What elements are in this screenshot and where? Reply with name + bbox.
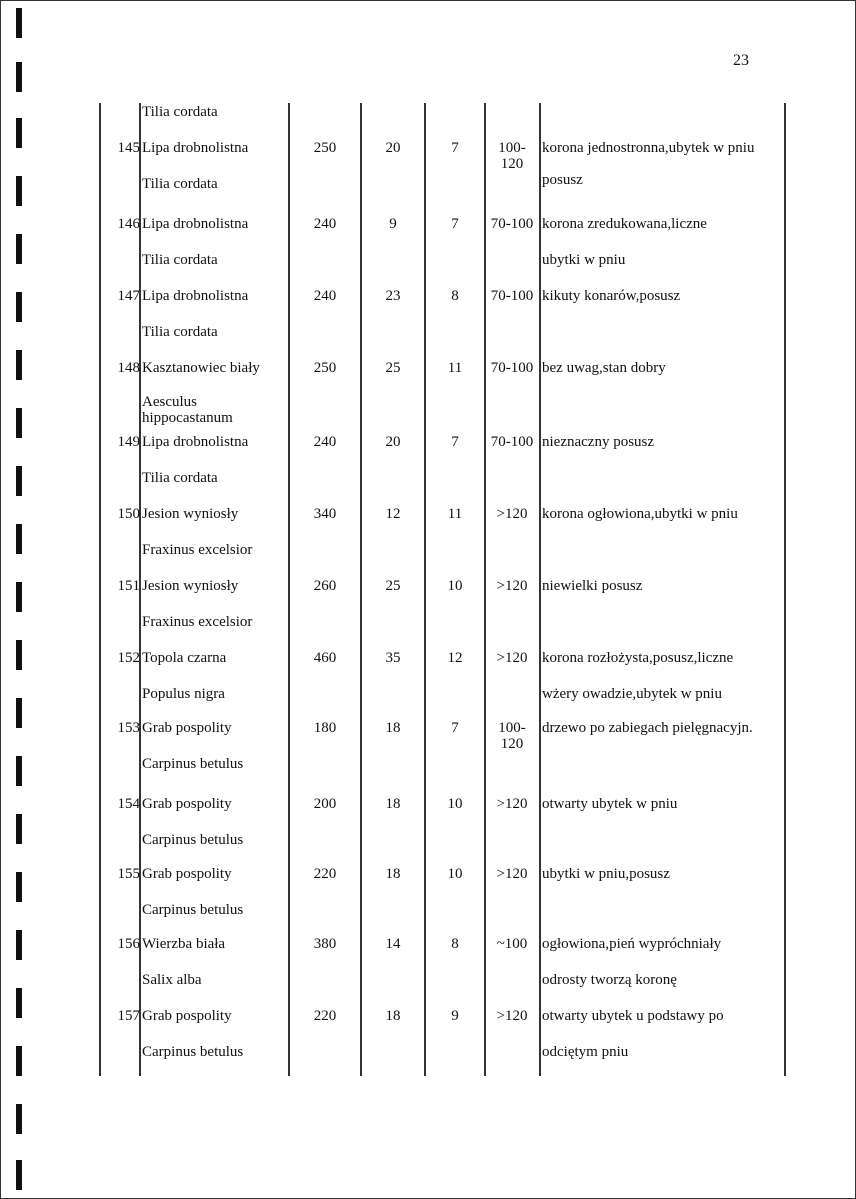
height: 14 bbox=[385, 936, 401, 952]
remarks: otwarty ubytek u podstawy po bbox=[542, 1008, 724, 1024]
height: 18 bbox=[385, 866, 401, 882]
remarks: niewielki posusz bbox=[542, 578, 643, 594]
age: 70-100 bbox=[490, 288, 534, 304]
height: 25 bbox=[385, 578, 401, 594]
tree-number: 155 bbox=[117, 866, 140, 882]
circumference: 240 bbox=[313, 288, 337, 304]
page-number: 23 bbox=[733, 52, 749, 69]
species-polish-name: Lipa drobnolistna bbox=[142, 216, 249, 232]
latin-name: Carpinus betulus bbox=[142, 1044, 244, 1060]
remarks-continued: posusz bbox=[542, 172, 583, 188]
circumference: 250 bbox=[313, 360, 337, 376]
binding-hole bbox=[16, 234, 22, 264]
binding-hole bbox=[16, 582, 22, 612]
crown-width: 11 bbox=[447, 506, 463, 522]
species-polish-name: Grab pospolity bbox=[142, 796, 232, 812]
latin-name: Carpinus betulus bbox=[142, 832, 244, 848]
tree-number: 154 bbox=[117, 796, 140, 812]
circumference: 220 bbox=[313, 866, 337, 882]
remarks: kikuty konarów,posusz bbox=[542, 288, 681, 304]
circumference: 250 bbox=[313, 140, 337, 156]
age: ~100 bbox=[496, 936, 528, 952]
binding-hole bbox=[16, 698, 22, 728]
species-polish-name: Jesion wyniosły bbox=[142, 506, 239, 522]
binding-hole bbox=[16, 466, 22, 496]
circumference: 240 bbox=[313, 216, 337, 232]
age: 100- 120 bbox=[498, 140, 526, 172]
species-polish-name: Grab pospolity bbox=[142, 866, 232, 882]
binding-hole bbox=[16, 292, 22, 322]
table-rule bbox=[784, 103, 786, 1076]
species-polish-name: Lipa drobnolistna bbox=[142, 434, 249, 450]
height: 20 bbox=[385, 140, 401, 156]
binding-hole bbox=[16, 872, 22, 902]
latin-name: Tilia cordata bbox=[142, 176, 218, 192]
age: >120 bbox=[496, 1008, 528, 1024]
age: 70-100 bbox=[490, 216, 534, 232]
age: >120 bbox=[496, 650, 528, 666]
binding-hole bbox=[16, 62, 22, 92]
age: >120 bbox=[496, 506, 528, 522]
table-rule bbox=[99, 103, 101, 1076]
tree-number: 149 bbox=[117, 434, 140, 450]
species-polish-name: Lipa drobnolistna bbox=[142, 140, 249, 156]
binding-hole bbox=[16, 408, 22, 438]
circumference: 180 bbox=[313, 720, 337, 736]
crown-width: 10 bbox=[447, 866, 463, 882]
species-polish-name: Grab pospolity bbox=[142, 1008, 232, 1024]
crown-width: 12 bbox=[447, 650, 463, 666]
remarks: bez uwag,stan dobry bbox=[542, 360, 666, 376]
remarks: korona rozłożysta,posusz,liczne bbox=[542, 650, 734, 666]
remarks: korona jednostronna,ubytek w pniu bbox=[542, 140, 755, 156]
age: >120 bbox=[496, 578, 528, 594]
circumference: 340 bbox=[313, 506, 337, 522]
remarks: drzewo po zabiegach pielęgnacyjn. bbox=[542, 720, 753, 736]
height: 25 bbox=[385, 360, 401, 376]
binding-hole bbox=[16, 930, 22, 960]
latin-name: Tilia cordata bbox=[142, 104, 218, 120]
crown-width: 8 bbox=[451, 936, 459, 952]
remarks-continued: odrosty tworzą koronę bbox=[542, 972, 677, 988]
tree-number: 150 bbox=[117, 506, 140, 522]
latin-name: Populus nigra bbox=[142, 686, 225, 702]
binding-hole bbox=[16, 814, 22, 844]
latin-name: Carpinus betulus bbox=[142, 902, 244, 918]
remarks: ogłowiona,pień wypróchniały bbox=[542, 936, 722, 952]
height: 20 bbox=[385, 434, 401, 450]
binding-hole bbox=[16, 350, 22, 380]
tree-number: 147 bbox=[117, 288, 140, 304]
height: 18 bbox=[385, 720, 401, 736]
species-polish-name: Wierzba biała bbox=[142, 936, 226, 952]
circumference: 260 bbox=[313, 578, 337, 594]
binding-hole bbox=[16, 8, 22, 38]
binding-holes bbox=[12, 0, 26, 1199]
circumference: 200 bbox=[313, 796, 337, 812]
crown-width: 7 bbox=[451, 434, 459, 450]
latin-name: Tilia cordata bbox=[142, 470, 218, 486]
height: 18 bbox=[385, 1008, 401, 1024]
binding-hole bbox=[16, 1046, 22, 1076]
tree-number: 148 bbox=[117, 360, 140, 376]
species-polish-name: Jesion wyniosły bbox=[142, 578, 239, 594]
height: 18 bbox=[385, 796, 401, 812]
latin-name: Fraxinus excelsior bbox=[142, 542, 253, 558]
binding-hole bbox=[16, 640, 22, 670]
tree-number: 153 bbox=[117, 720, 140, 736]
crown-width: 7 bbox=[451, 140, 459, 156]
species-polish-name: Lipa drobnolistna bbox=[142, 288, 249, 304]
tree-number: 145 bbox=[117, 140, 140, 156]
binding-hole bbox=[16, 524, 22, 554]
tree-number: 146 bbox=[117, 216, 140, 232]
binding-hole bbox=[16, 756, 22, 786]
binding-hole bbox=[16, 1104, 22, 1134]
remarks-continued: odciętym pniu bbox=[542, 1044, 629, 1060]
latin-name: Tilia cordata bbox=[142, 252, 218, 268]
tree-number: 151 bbox=[117, 578, 140, 594]
height: 12 bbox=[385, 506, 401, 522]
circumference: 380 bbox=[313, 936, 337, 952]
remarks-continued: ubytki w pniu bbox=[542, 252, 626, 268]
species-polish-name: Grab pospolity bbox=[142, 720, 232, 736]
latin-name: Tilia cordata bbox=[142, 324, 218, 340]
circumference: 460 bbox=[313, 650, 337, 666]
age: >120 bbox=[496, 796, 528, 812]
species-polish-name: Topola czarna bbox=[142, 650, 227, 666]
remarks-continued: wżery owadzie,ubytek w pniu bbox=[542, 686, 722, 702]
binding-hole bbox=[16, 118, 22, 148]
binding-hole bbox=[16, 1160, 22, 1190]
binding-hole bbox=[16, 176, 22, 206]
remarks: nieznaczny posusz bbox=[542, 434, 655, 450]
remarks: korona zredukowana,liczne bbox=[542, 216, 707, 232]
age: 70-100 bbox=[490, 434, 534, 450]
crown-width: 8 bbox=[451, 288, 459, 304]
latin-name: Salix alba bbox=[142, 972, 202, 988]
tree-number: 157 bbox=[117, 1008, 140, 1024]
crown-width: 10 bbox=[447, 796, 463, 812]
height: 9 bbox=[389, 216, 397, 232]
crown-width: 11 bbox=[447, 360, 463, 376]
remarks: korona ogłowiona,ubytki w pniu bbox=[542, 506, 738, 522]
crown-width: 9 bbox=[451, 1008, 459, 1024]
age: 70-100 bbox=[490, 360, 534, 376]
tree-number: 152 bbox=[117, 650, 140, 666]
tree-number: 156 bbox=[117, 936, 140, 952]
binding-hole bbox=[16, 988, 22, 1018]
species-polish-name: Kasztanowiec biały bbox=[142, 360, 260, 376]
crown-width: 7 bbox=[451, 216, 459, 232]
height: 23 bbox=[385, 288, 401, 304]
remarks: otwarty ubytek w pniu bbox=[542, 796, 678, 812]
circumference: 220 bbox=[313, 1008, 337, 1024]
circumference: 240 bbox=[313, 434, 337, 450]
latin-name: Fraxinus excelsior bbox=[142, 614, 253, 630]
crown-width: 7 bbox=[451, 720, 459, 736]
remarks: ubytki w pniu,posusz bbox=[542, 866, 670, 882]
latin-name: Aesculus hippocastanum bbox=[142, 394, 233, 426]
latin-name: Carpinus betulus bbox=[142, 756, 244, 772]
age: >120 bbox=[496, 866, 528, 882]
height: 35 bbox=[385, 650, 401, 666]
crown-width: 10 bbox=[447, 578, 463, 594]
age: 100- 120 bbox=[498, 720, 526, 752]
